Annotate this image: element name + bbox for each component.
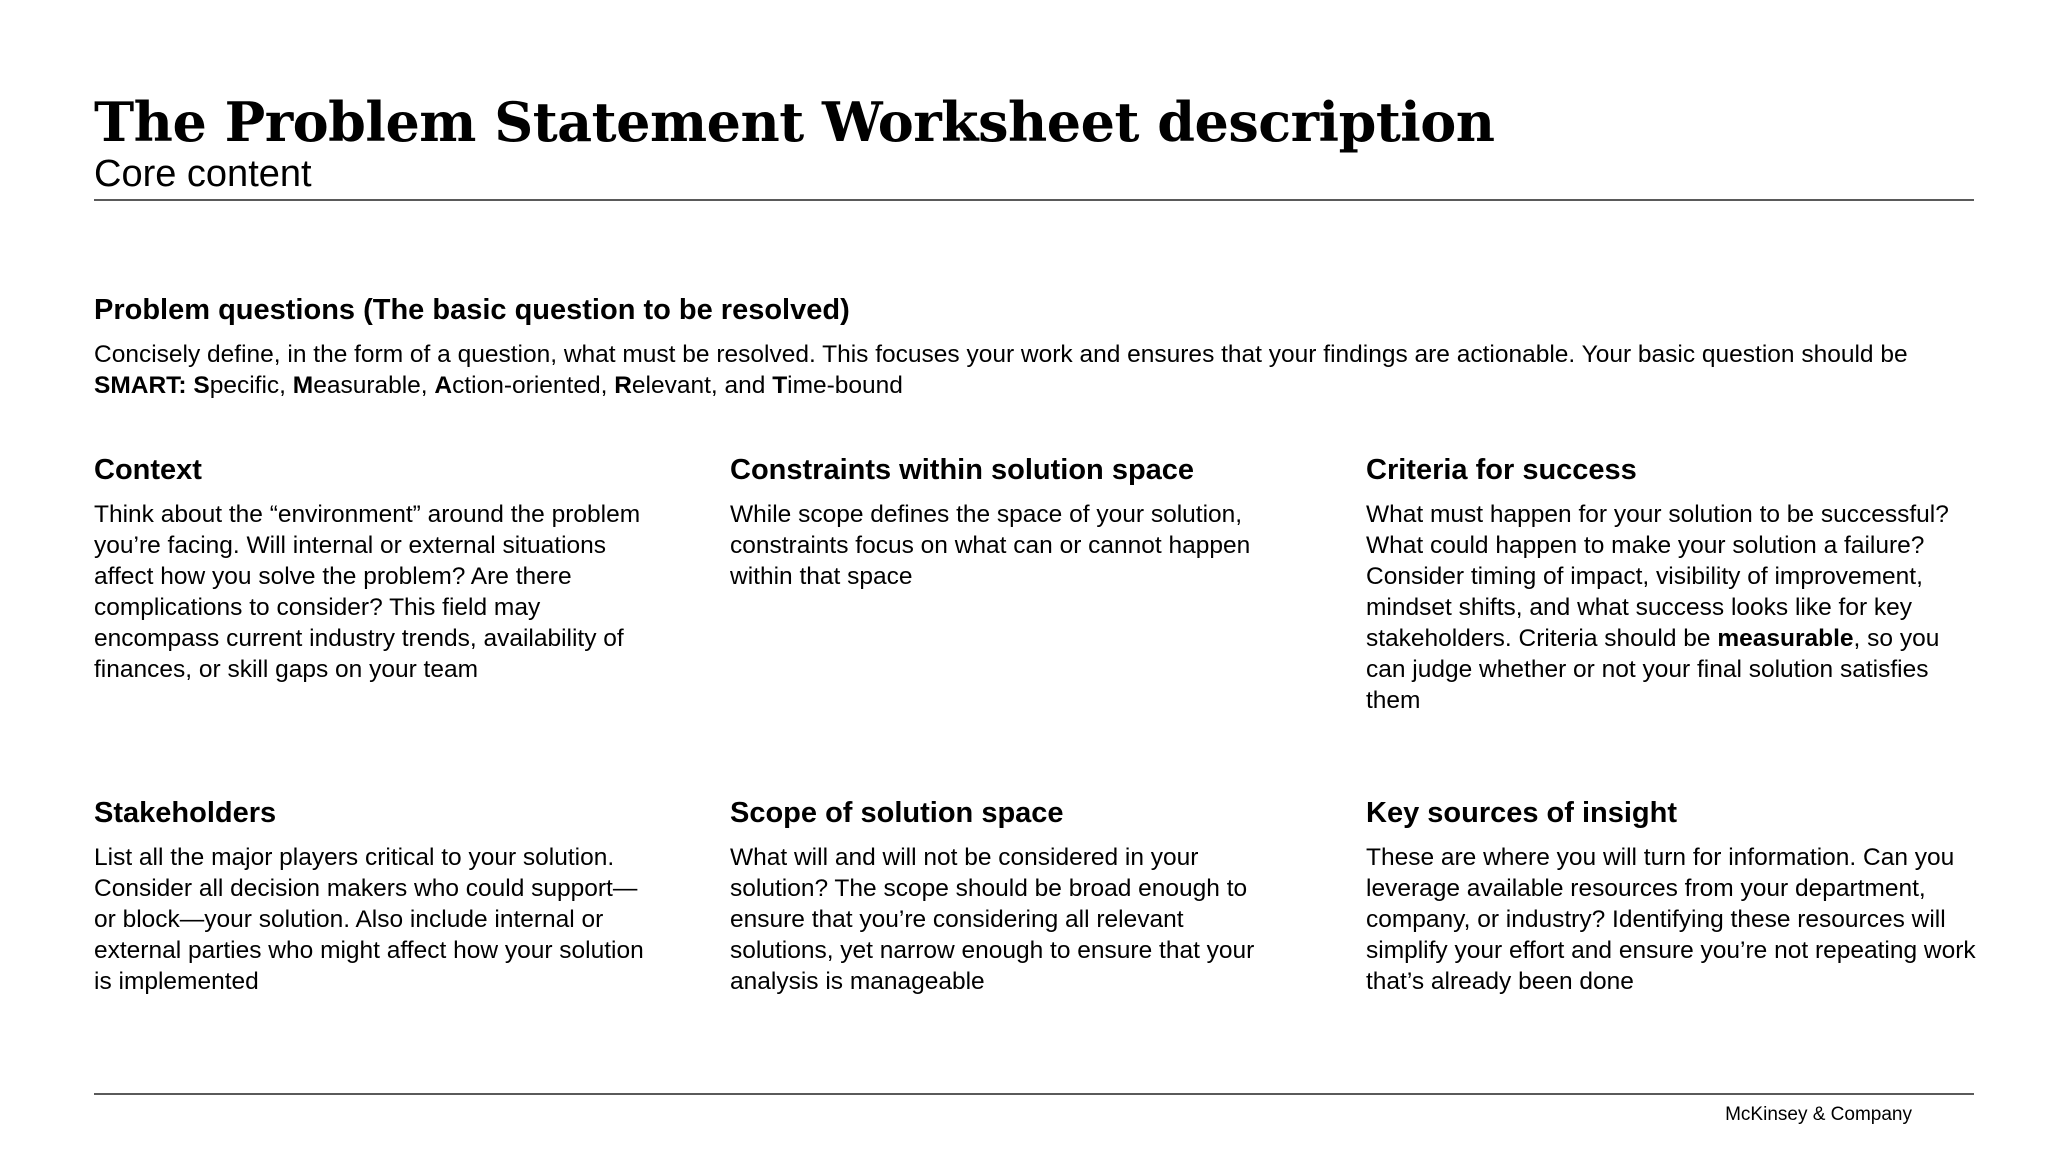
stakeholders-heading: Stakeholders <box>94 797 277 829</box>
stakeholders-text: List all the major players critical to your solution. Consider all decision makers who could support—or block—your solution. Also include internal or external parties who might affect how your solution is implemented <box>94 844 644 995</box>
scope-heading: Scope of solution space <box>730 797 1064 829</box>
footer-brand: McKinsey & Company <box>1725 1104 1912 1125</box>
scope-text: What will and will not be considered in your solution? The scope should be broad enough to ensure that you’re considering all relevant solutions, yet narrow enough to ensure that your analysis is manageable <box>730 844 1255 995</box>
page-title: The Problem Statement Worksheet description <box>94 90 1495 154</box>
context-section <box>94 451 654 685</box>
constraints-section <box>730 451 1290 592</box>
criteria-section <box>1366 451 1976 716</box>
page-subtitle: Core content <box>94 153 312 195</box>
criteria-heading: Criteria for success <box>1366 454 1637 486</box>
problem-questions-section <box>94 291 1954 401</box>
constraints-text: While scope defines the space of your solution, constraints focus on what can or cannot happen within that space <box>730 501 1251 590</box>
key-sources-heading: Key sources of insight <box>1366 797 1678 829</box>
context-heading: Context <box>94 454 202 486</box>
problem-questions-text: Concisely define, in the form of a question, what must be resolved. This focuses your work and ensures that your findings are actionable. Your basic question should be SMART: Specific, Measurable, Action-oriented, Relevant, and Time-bound <box>94 341 1908 399</box>
context-text: Think about the “environment” around the problem you’re facing. Will internal or external situations affect how you solve the problem? Are there complications to consider? This field may encompass current industry trends, availability of finances, or skill gaps on your team <box>94 501 641 683</box>
problem-questions-heading: Problem questions (The basic question to be resolved) <box>94 294 850 326</box>
scope-section <box>730 794 1290 997</box>
footer-divider <box>94 1093 1974 1095</box>
key-sources-section <box>1366 794 1976 997</box>
criteria-text: What must happen for your solution to be successful? What could happen to make your solution a failure? Consider timing of impact, visibility of improvement, mindset shifts, and what success looks like for key stakeholders. Criteria should be measurable, so you can judge whether or not your final solution satisfies them <box>1366 501 1949 714</box>
header-divider <box>94 199 1974 201</box>
key-sources-text: These are where you will turn for information. Can you leverage available resources from your department, company, or industry? Identifying these resources will simplify your effort and ensure you’re not repeating work that’s already been done <box>1366 844 1976 995</box>
stakeholders-section <box>94 794 654 997</box>
constraints-heading: Constraints within solution space <box>730 454 1195 486</box>
